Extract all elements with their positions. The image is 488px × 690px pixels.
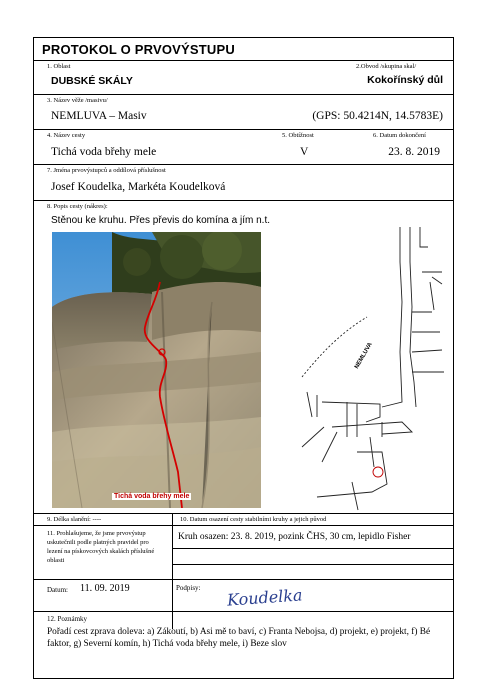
date-done-value: 23. 8. 2019	[388, 146, 440, 158]
route-label: 4. Název cesty	[47, 132, 86, 139]
photo-caption: Tichá voda břehy mele	[114, 493, 190, 500]
divider	[172, 564, 453, 565]
notes-value: Pořadí cest zprava doleva: a) Zákoutí, b) Asi mě to baví, c) Franta Nebojsa, d) projekt, e) projekt, f) Bé faktor, g) Severní komín, h) Tichá voda břehy mele, i) Beze slov	[47, 627, 431, 649]
rappel-label: 9. Délka slanění: ----	[47, 516, 102, 523]
description-label: 8. Popis cesty (nákres):	[47, 203, 108, 210]
climbers-label: 7. Jména prvovýstupců a oddílová příslušnost	[47, 167, 166, 174]
area-value: DUBSKÉ SKÁLY	[51, 75, 133, 87]
route-value: Tichá voda břehy mele	[51, 146, 157, 158]
divider	[172, 548, 453, 549]
description-value: Stěnou ke kruhu. Přes převis do komína a jím n.t.	[51, 215, 270, 226]
gps-value: (GPS: 50.4214N, 14.5783E)	[312, 110, 443, 122]
notes-label: 12. Poznámky	[47, 615, 88, 623]
area-label: 1. Oblast	[47, 63, 71, 70]
tower-value: NEMLUVA – Masiv	[51, 110, 147, 122]
region-value: Kokořínský důl	[367, 74, 443, 86]
statement-text: 11. Prohlašujeme, že jsme prvovýstup uskutečnili podle platných pravidel pro lezení na pískovcových skalách příslušné oblasti	[47, 530, 155, 564]
route-sketch	[262, 222, 452, 512]
signature: Koudelka	[226, 585, 304, 610]
anchors-label: 10. Datum osazení cesty stabilními kruhy a jejich původ	[180, 516, 327, 523]
protocol-form	[33, 37, 454, 679]
route-photo	[52, 232, 261, 508]
signatures-label: Podpisy:	[176, 584, 201, 592]
date-done-label: 6. Datum dokončení	[373, 132, 426, 139]
divider	[172, 513, 173, 525]
divider	[34, 94, 453, 95]
grade-value: V	[300, 146, 309, 158]
divider	[172, 525, 173, 629]
region-label: 2.Obvod /skupina skal/	[356, 63, 417, 70]
divider	[34, 60, 453, 61]
divider	[34, 164, 453, 165]
tower-label: 3. Název věže /masivu/	[47, 97, 108, 104]
grade-label: 5. Obtížnost	[282, 132, 314, 139]
divider	[34, 525, 453, 526]
divider	[34, 129, 453, 130]
climbers-value: Josef Koudelka, Markéta Koudelková	[51, 181, 226, 193]
divider	[34, 513, 453, 514]
divider	[34, 579, 453, 580]
divider	[34, 611, 453, 612]
date-value: 11. 09. 2019	[80, 583, 130, 594]
sketch-tower-label: NEMLUVA	[354, 341, 374, 370]
divider	[34, 200, 453, 201]
anchors-value: Kruh osazen: 23. 8. 2019, pozink ČHS, 30 cm, lepidlo Fisher	[178, 532, 411, 542]
date-label: Datum:	[47, 586, 68, 594]
page-title: PROTOKOL O PRVOVÝSTUPU	[42, 42, 235, 57]
